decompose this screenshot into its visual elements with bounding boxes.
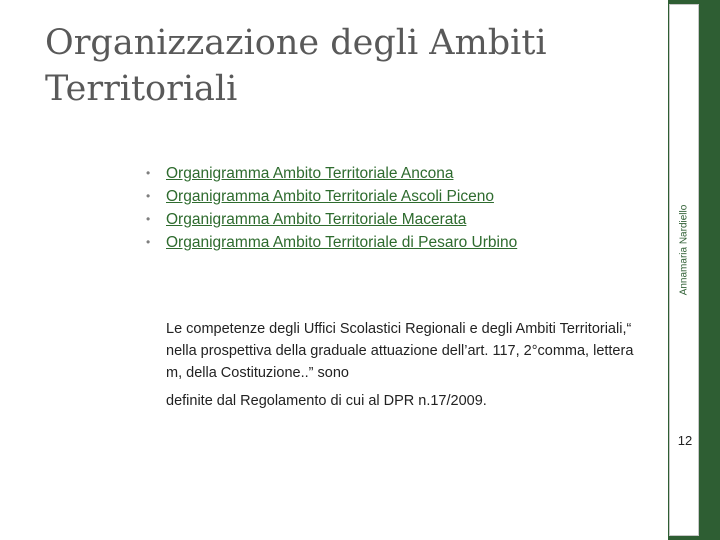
author-name: Annamaria Nardiello: [678, 204, 690, 296]
bullet-icon: •: [146, 212, 151, 226]
page-number: 12: [677, 433, 693, 448]
list-item: [146, 162, 517, 185]
bullet-icon: •: [146, 189, 151, 203]
link-ancona[interactable]: Organigramma Ambito Territoriale Ancona: [166, 165, 454, 182]
competences-note: [166, 318, 636, 412]
list-item: [146, 185, 517, 208]
note-text: Le competenze degli Uffici Scolastici Regionali e degli Ambiti Territoriali,“ nella prospettiva della graduale attuazione dell’art. 117, 2°comma, lettera m, della Costituzione..” sono: [166, 321, 634, 381]
link-ascoli-piceno[interactable]: Organigramma Ambito Territoriale Ascoli Piceno: [166, 188, 494, 205]
note-text-last-line: definite dal Regolamento di cui al DPR n.17/2009.: [166, 393, 487, 409]
bullet-icon: •: [146, 166, 151, 180]
link-pesaro-urbino[interactable]: Organigramma Ambito Territoriale di Pesaro Urbino: [166, 234, 518, 251]
organigram-link-list: [146, 162, 517, 254]
list-item: [146, 208, 517, 231]
link-macerata[interactable]: Organigramma Ambito Territoriale Macerata: [166, 211, 467, 228]
list-item: [146, 231, 517, 254]
slide-title: Organizzazione degli Ambiti Territoriali: [45, 23, 547, 109]
bullet-icon: •: [146, 235, 151, 249]
